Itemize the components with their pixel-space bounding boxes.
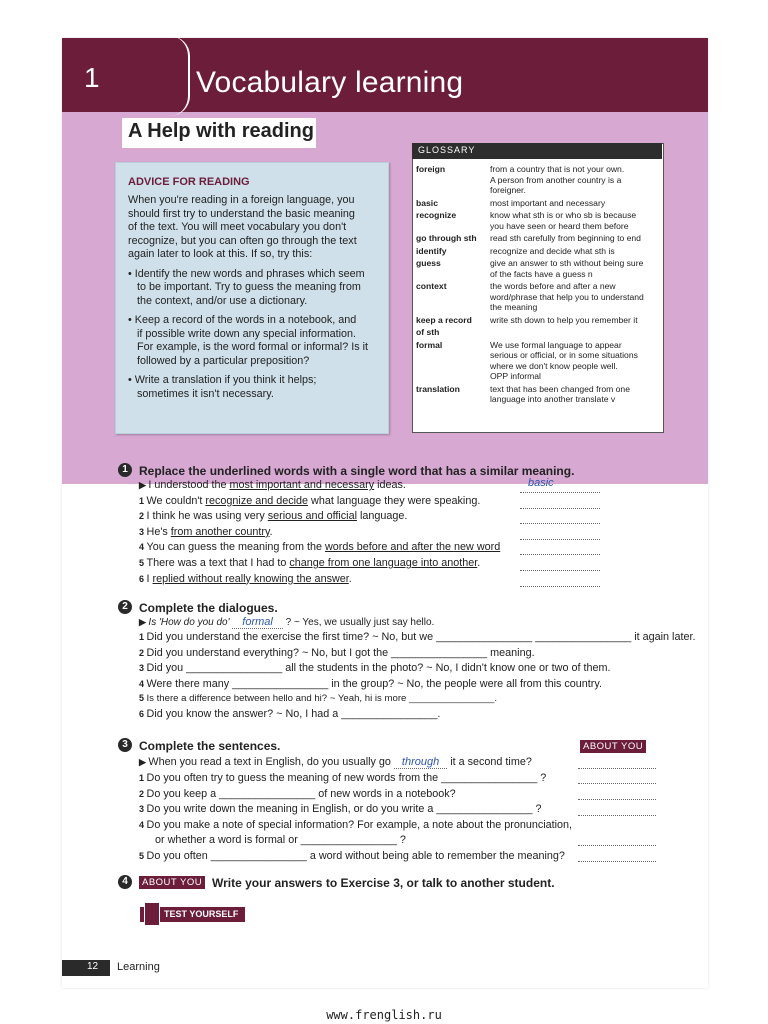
item-number: 4 [139, 678, 147, 689]
advice-line: again later to look at this. If so, try this: [128, 248, 313, 260]
glossary-definition-line: you have seen or heard them before [490, 220, 629, 231]
glossary-definition-line: language into another translate v [490, 394, 616, 404]
underlined-phrase: from another country [170, 525, 270, 538]
glossary-definition [490, 210, 636, 231]
item-text: Is there a difference between hello and hi? ~ Yeah, hi is more ________________. [146, 693, 498, 704]
glossary-term: context [416, 281, 447, 291]
glossary-entry [416, 246, 660, 257]
example-marker: ▶ [139, 480, 149, 490]
exercise-3-title: Complete the sentences. [139, 739, 281, 753]
exercise-3-item [139, 772, 546, 784]
item-number: 6 [139, 709, 147, 720]
item-number: 3 [139, 526, 147, 537]
underlined-phrase: change from one language into another [289, 557, 478, 569]
item-text: . [348, 572, 352, 585]
advice-bullet [128, 374, 384, 401]
glossary-term: recognize [416, 210, 457, 220]
glossary-definition-line: We use formal language to appear [490, 339, 622, 350]
test-yourself-button[interactable]: TEST YOURSELF [140, 907, 245, 922]
answer-line [578, 845, 656, 846]
glossary-term: basic [416, 197, 438, 208]
advice-line: recognize, but you can often go through the text [128, 234, 357, 247]
item-text: You can guess the meaning from the [146, 541, 325, 554]
underlined-phrase: serious and official [267, 510, 357, 523]
answer-line [578, 799, 656, 800]
item-number: 2 [139, 511, 147, 522]
glossary-definition-line: write sth down to help you remember it [490, 314, 638, 325]
glossary-term: translation [416, 383, 460, 394]
example-text: ? ~ Yes, we usually just say hello. [282, 617, 435, 628]
advice-bullet-line: to be important. Try to guess the meaning from [137, 281, 361, 293]
glossary-definition-line: the meaning [490, 302, 538, 312]
glossary-definition-line: give an answer to sth without being sure [490, 258, 644, 268]
example-text: it a second time? [447, 756, 532, 768]
exercise-4-about-badge: ABOUT YOU [139, 876, 205, 889]
glossary-entry [416, 233, 660, 244]
advice-bullet-line: • Identify the new words and phrases which seem [128, 267, 365, 280]
glossary-definition-line: know what sth is or who sb is because [490, 210, 637, 220]
exercise-4-text: Write your answers to Exercise 3, or talk to another student. [212, 876, 555, 890]
footer-label: Learning [117, 961, 160, 973]
unit-number: 1 [84, 62, 100, 93]
exercise-1-item [139, 526, 273, 538]
exercise-1-number: 1 [118, 463, 132, 477]
answer-line [578, 815, 656, 816]
glossary-definition-line: from a country that is not your own. [490, 164, 625, 174]
glossary-definition [490, 281, 644, 313]
item-text: Did you ________________ all the students in the photo? ~ No, I didn't know one or two of them. [146, 662, 611, 675]
exercise-3-item [139, 850, 565, 862]
exercise-1-item [139, 541, 500, 553]
item-number: 2 [139, 647, 147, 658]
exercise-3-item [139, 819, 572, 831]
glossary-entry [416, 384, 660, 405]
glossary-entry [416, 258, 660, 279]
answer-line [520, 508, 600, 509]
answer-line [578, 861, 656, 862]
exercise-2-item [139, 631, 695, 643]
item-text: I think he was using very [146, 510, 268, 523]
glossary-definition-line: text that has been changed from one [490, 383, 630, 394]
item-number: 4 [139, 820, 147, 831]
advice-bullet-line: the context, and/or use a dictionary. [137, 294, 308, 307]
exercise-2-item [139, 647, 535, 659]
glossary-definition-line: of the facts have a guess n [490, 268, 593, 279]
answer-line [520, 570, 600, 571]
advice-text [128, 194, 384, 401]
advice-bullet-line: • Keep a record of the words in a notebook, and [128, 314, 357, 326]
item-text: . [269, 525, 273, 538]
handwritten-answer: through [394, 756, 447, 769]
glossary-definition-line: OPP informal [490, 371, 541, 381]
section-heading: A Help with reading [122, 118, 316, 148]
item-number: 5 [139, 558, 147, 568]
exercise-2-item [139, 662, 610, 674]
glossary-definition [490, 258, 643, 279]
advice-bullet-line: followed by a particular preposition? [137, 354, 310, 367]
glossary-definition-line: read sth carefully from beginning to end [490, 233, 641, 243]
glossary-definition-line: most important and necessary [490, 197, 606, 208]
glossary-term: guess [416, 258, 441, 268]
item-number: 1 [139, 772, 147, 783]
glossary-term: identify [416, 245, 447, 256]
answer-line [520, 554, 600, 555]
item-text: language. [356, 510, 408, 523]
glossary-entry [416, 281, 660, 313]
item-text: There was a text that I had to [146, 557, 290, 569]
example-marker: ▶ [139, 617, 149, 627]
item-text: . [477, 557, 481, 569]
item-text: Do you keep a ________________ of new words in a notebook? [146, 787, 456, 800]
glossary-header: GLOSSARY [412, 143, 662, 159]
exercise-3-item [139, 788, 456, 800]
answer-line [520, 539, 600, 540]
glossary-term: keep a record [416, 314, 472, 325]
glossary-definition-line: foreigner. [490, 185, 526, 195]
item-number: 1 [139, 632, 147, 643]
glossary-entry [416, 315, 660, 326]
item-text: what language they were speaking. [308, 494, 481, 507]
exercise-4-number: 4 [118, 875, 132, 889]
advice-bullet-line: if possible write down any special information. [137, 327, 357, 340]
advice-bullet-line: For example, is the word formal or informal? Is it [137, 341, 369, 353]
underlined-phrase: most important and necessary [229, 479, 375, 491]
item-number: 3 [139, 804, 147, 815]
glossary-definition-line: word/phrase that help you to understand [490, 291, 644, 302]
exercise-1-item [139, 557, 480, 569]
example-text: When you read a text in English, do you usually go [148, 756, 394, 768]
footer-page-box [62, 960, 110, 976]
item-number: 5 [139, 850, 147, 861]
glossary-definition [490, 384, 630, 405]
glossary-definition-line: recognize and decide what sth is [490, 245, 615, 256]
footer-page-number: 12 [87, 961, 99, 972]
item-text: or whether a word is formal or ________________ ? [155, 833, 406, 846]
example-marker: ▶ [139, 757, 149, 767]
glossary-entry [416, 198, 660, 209]
glossary-entry [416, 340, 660, 382]
item-number: 1 [139, 495, 147, 506]
advice-bullet-line: sometimes it isn't necessary. [137, 387, 274, 400]
item-text: Do you often ________________ a word without being able to remember the meaning? [146, 849, 565, 862]
book-icon [144, 902, 160, 926]
answer-line [578, 768, 656, 769]
glossary-definition [490, 340, 638, 382]
answer-line [520, 523, 600, 524]
exercise-1-item [139, 573, 352, 585]
advice-line: When you're reading in a foreign language, you [128, 194, 355, 206]
example-row [139, 756, 532, 768]
glossary-definition-line: where we don't know people well. [490, 360, 618, 371]
advice-title: ADVICE FOR READING [128, 176, 250, 188]
advice-bullet [128, 268, 384, 309]
item-text: He's [146, 525, 171, 538]
answer-line [520, 586, 600, 587]
item-text: Do you write down the meaning in English, or do you write a ________________ ? [146, 803, 542, 816]
glossary-term: foreign [416, 164, 446, 174]
item-text: We couldn't [146, 494, 206, 507]
exercise-3-item [139, 834, 406, 846]
exercise-1-title: Replace the underlined words with a single word that has a similar meaning. [139, 464, 575, 478]
example-row [139, 479, 406, 491]
item-number: 3 [139, 663, 147, 674]
glossary-term: formal [416, 339, 443, 350]
glossary-definition [490, 164, 624, 196]
underlined-phrase: replied without really knowing the answer [152, 572, 349, 585]
item-number: 4 [139, 542, 147, 553]
item-number: 2 [139, 788, 147, 799]
exercise-2-item [139, 693, 497, 704]
item-text: Did you know the answer? ~ No, I had a ________________. [146, 708, 441, 721]
exercise-1-item [139, 495, 480, 507]
item-text: Do you make a note of special information? For example, a note about the pronunciation, [146, 819, 573, 832]
exercise-3-number: 3 [118, 738, 132, 752]
glossary-definition [490, 198, 605, 209]
glossary-definition-line: serious or official, or in some situations [490, 350, 638, 360]
item-text: Did you understand everything? ~ No, but I got the ________________ meaning. [146, 646, 535, 659]
glossary-entry [416, 164, 660, 196]
example-row [139, 616, 434, 628]
glossary-entry [416, 327, 660, 338]
item-number: 5 [139, 693, 147, 703]
glossary-definition [490, 315, 638, 326]
unit-bracket-icon [170, 36, 190, 116]
answer-line [578, 783, 656, 784]
handwritten-answer: basic [528, 477, 554, 489]
example-text: I understood the [148, 479, 230, 491]
exercise-2-item [139, 708, 440, 720]
about-you-badge: ABOUT YOU [580, 740, 646, 753]
glossary-definition [490, 233, 641, 244]
unit-title: Vocabulary learning [196, 66, 464, 99]
answer-line [520, 492, 600, 493]
advice-bullet-line: • Write a translation if you think it helps; [128, 374, 317, 386]
advice-bullet [128, 314, 384, 368]
exercise-2-item [139, 678, 602, 690]
underlined-phrase: words before and after the new word [324, 541, 501, 554]
advice-line: of the text. You will meet vocabulary you don't [128, 221, 347, 233]
example-text: Is 'How do you do' [148, 617, 233, 628]
underlined-phrase: recognize and decide [205, 494, 309, 507]
item-text: Do you often try to guess the meaning of new words from the ________________ ? [146, 771, 547, 784]
handwritten-answer: formal [232, 616, 283, 629]
glossary-definition [490, 246, 615, 257]
exercise-2-number: 2 [118, 600, 132, 614]
exercise-3-item [139, 803, 541, 815]
item-indent [139, 834, 155, 846]
glossary-definition-line: A person from another country is a [490, 174, 622, 185]
glossary-entries [416, 164, 660, 407]
exercise-1-item [139, 510, 407, 522]
example-text: ideas. [374, 479, 406, 491]
glossary-term: of sth [416, 327, 440, 337]
item-text: I [146, 572, 153, 585]
item-number: 6 [139, 573, 147, 584]
watermark: www.frenglish.ru [326, 1008, 442, 1022]
glossary-entry [416, 210, 660, 231]
glossary-term: go through sth [416, 233, 477, 243]
item-text: Were there many ________________ in the group? ~ No, the people were all from this country. [146, 677, 602, 690]
exercise-2-title: Complete the dialogues. [139, 601, 278, 615]
item-text: Did you understand the exercise the first time? ~ No, but we ________________ ________________ it again later. [146, 631, 696, 644]
advice-line: should first try to understand the basic meaning [128, 207, 355, 220]
glossary-definition-line: the words before and after a new [490, 281, 616, 291]
